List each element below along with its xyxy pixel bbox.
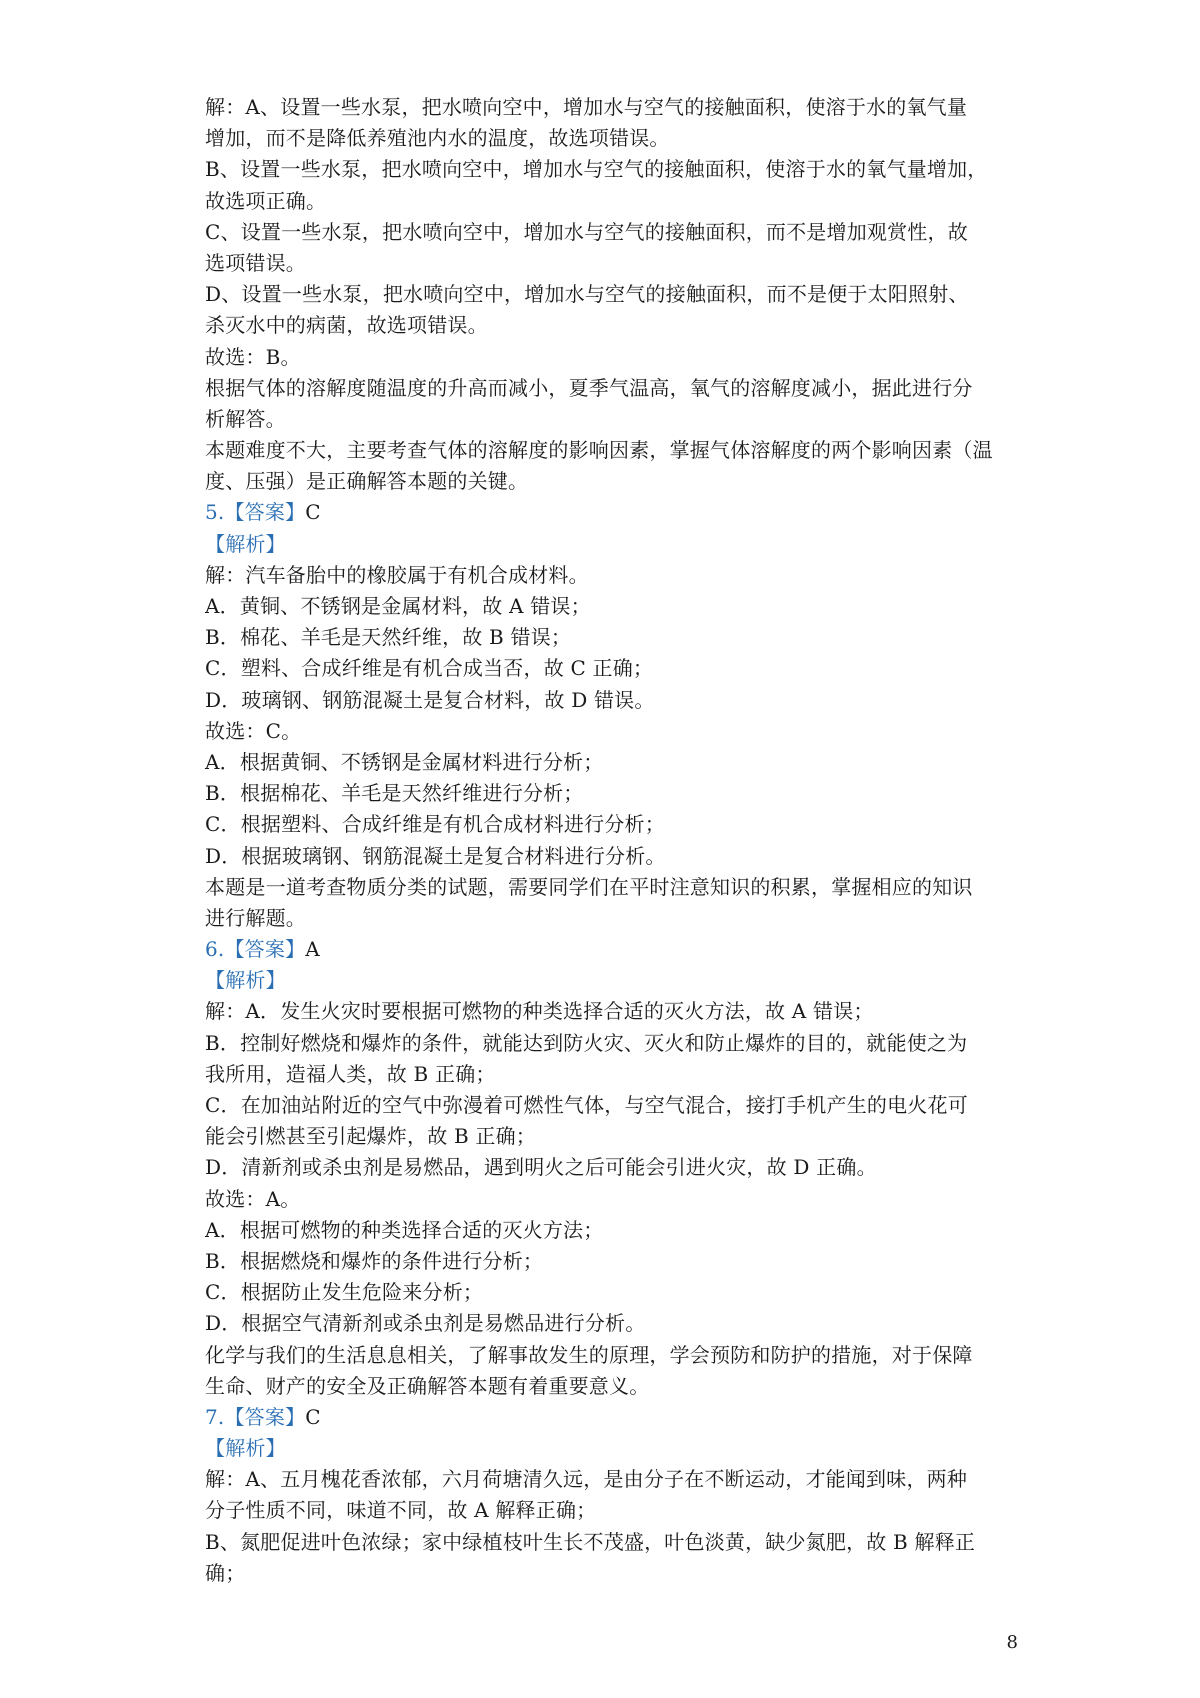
text-line: 本题是一道考查物质分类的试题，需要同学们在平时注意知识的积累，掌握相应的知识 bbox=[205, 874, 973, 899]
page-number: 8 bbox=[1006, 1632, 1018, 1653]
text-line: D．根据空气清新剂或杀虫剂是易燃品进行分析。 bbox=[205, 1311, 646, 1336]
text-line: C．在加油站附近的空气中弥漫着可燃性气体，与空气混合，接打手机产生的电火花可 bbox=[205, 1093, 968, 1117]
text-line: A．黄铜、不锈钢是金属材料，故 A 错误； bbox=[205, 594, 591, 618]
text-line: 化学与我们的生活息息相关，了解事故发生的原理，学会预防和防护的措施，对于保障 bbox=[205, 1342, 973, 1367]
question-number: 7. bbox=[205, 1404, 225, 1429]
text-line: 分子性质不同，味道不同，故 A 解释正确； bbox=[205, 1498, 597, 1523]
answer-value: C bbox=[305, 1404, 321, 1429]
answer-heading-q7 bbox=[205, 1402, 1005, 1433]
answer-heading-q6 bbox=[205, 934, 1005, 965]
text-line: 解：A．发生火灾时要根据可燃物的种类选择合适的灭火方法，故 A 错误； bbox=[205, 999, 874, 1024]
analysis-heading-q7: 【解析】 bbox=[205, 1436, 286, 1461]
answer-value: C bbox=[305, 500, 321, 525]
text-line: 增加，而不是降低养殖池内水的温度，故选项错误。 bbox=[205, 126, 670, 151]
text-line: 本题难度不大，主要考查气体的溶解度的影响因素，掌握气体溶解度的两个影响因素（温 bbox=[205, 438, 993, 463]
text-line: 解：A、五月槐花香浓郁，六月荷塘清久远，是由分子在不断运动，才能闻到味，两种 bbox=[205, 1467, 968, 1492]
answer-value: A bbox=[305, 937, 320, 962]
text-line: 故选项正确。 bbox=[205, 188, 327, 213]
text-line: B．控制好燃烧和爆炸的条件，就能达到防火灾、灭火和防止爆炸的目的，就能使之为 bbox=[205, 1030, 968, 1055]
text-line: B．根据棉花、羊毛是天然纤维进行分析； bbox=[205, 781, 584, 806]
text-line: A．根据黄铜、不锈钢是金属材料进行分析； bbox=[205, 749, 604, 774]
text-line: 解：A、设置一些水泵，把水喷向空中，增加水与空气的接触面积，使溶于水的氧气量 bbox=[205, 95, 968, 119]
text-line: C．根据塑料、合成纤维是有机合成材料进行分析； bbox=[205, 812, 665, 837]
text-line: 故选：A。 bbox=[205, 1186, 301, 1211]
text-line: 生命、财产的安全及正确解答本题有着重要意义。 bbox=[205, 1373, 650, 1398]
text-line: 确； bbox=[205, 1560, 246, 1585]
text-line: 杀灭水中的病菌，故选项错误。 bbox=[205, 313, 488, 338]
page-content bbox=[205, 92, 1005, 1589]
question-number: 6. bbox=[205, 937, 225, 962]
analysis-heading-q6: 【解析】 bbox=[205, 968, 286, 993]
text-line: C．根据防止发生危险来分析； bbox=[205, 1280, 484, 1305]
text-line: 根据气体的溶解度随温度的升高而减小，夏季气温高，氧气的溶解度减小，据此进行分 bbox=[205, 375, 973, 400]
text-line: B．棉花、羊毛是天然纤维，故 B 错误； bbox=[205, 625, 572, 650]
text-line: 我所用，造福人类，故 B 正确； bbox=[205, 1061, 496, 1086]
question-number: 5. bbox=[205, 500, 225, 525]
text-line: 度、压强）是正确解答本题的关键。 bbox=[205, 469, 529, 494]
text-line: D、设置一些水泵，把水喷向空中，增加水与空气的接触面积，而不是便于太阳照射、 bbox=[205, 282, 969, 307]
text-line: D．玻璃钢、钢筋混凝土是复合材料，故 D 错误。 bbox=[205, 687, 655, 712]
answer-tag: 【答案】 bbox=[224, 1404, 306, 1429]
text-line: B、氮肥促进叶色浓绿；家中绿植枝叶生长不茂盛，叶色淡黄，缺少氮肥，故 B 解释正 bbox=[205, 1529, 976, 1554]
answer-heading-q5 bbox=[205, 497, 1005, 528]
analysis-heading-q5: 【解析】 bbox=[205, 531, 286, 556]
text-line: 能会引燃甚至引起爆炸，故 B 正确； bbox=[205, 1124, 537, 1149]
text-line: 进行解题。 bbox=[205, 905, 306, 930]
answer-tag: 【答案】 bbox=[224, 500, 306, 525]
text-line: A．根据可燃物的种类选择合适的灭火方法； bbox=[205, 1217, 604, 1242]
text-line: C、设置一些水泵，把水喷向空中，增加水与空气的接触面积，而不是增加观赏性，故 bbox=[205, 219, 968, 244]
text-line: C．塑料、合成纤维是有机合成当否，故 C 正确； bbox=[205, 656, 654, 681]
text-line: 选项错误。 bbox=[205, 250, 306, 275]
answer-tag: 【答案】 bbox=[224, 937, 306, 962]
text-line: D．清新剂或杀虫剂是易燃品，遇到明火之后可能会引进火灾，故 D 正确。 bbox=[205, 1155, 877, 1180]
text-line: B．根据燃烧和爆炸的条件进行分析； bbox=[205, 1248, 544, 1273]
text-line: 解：汽车备胎中的橡胶属于有机合成材料。 bbox=[205, 562, 589, 587]
text-line: D．根据玻璃钢、钢筋混凝土是复合材料进行分析。 bbox=[205, 843, 666, 868]
text-line: 故选：C。 bbox=[205, 718, 302, 743]
text-line: 故选：B。 bbox=[205, 344, 301, 369]
text-line: B、设置一些水泵，把水喷向空中，增加水与空气的接触面积，使溶于水的氧气量增加， bbox=[205, 157, 988, 182]
text-line: 析解答。 bbox=[205, 406, 286, 431]
